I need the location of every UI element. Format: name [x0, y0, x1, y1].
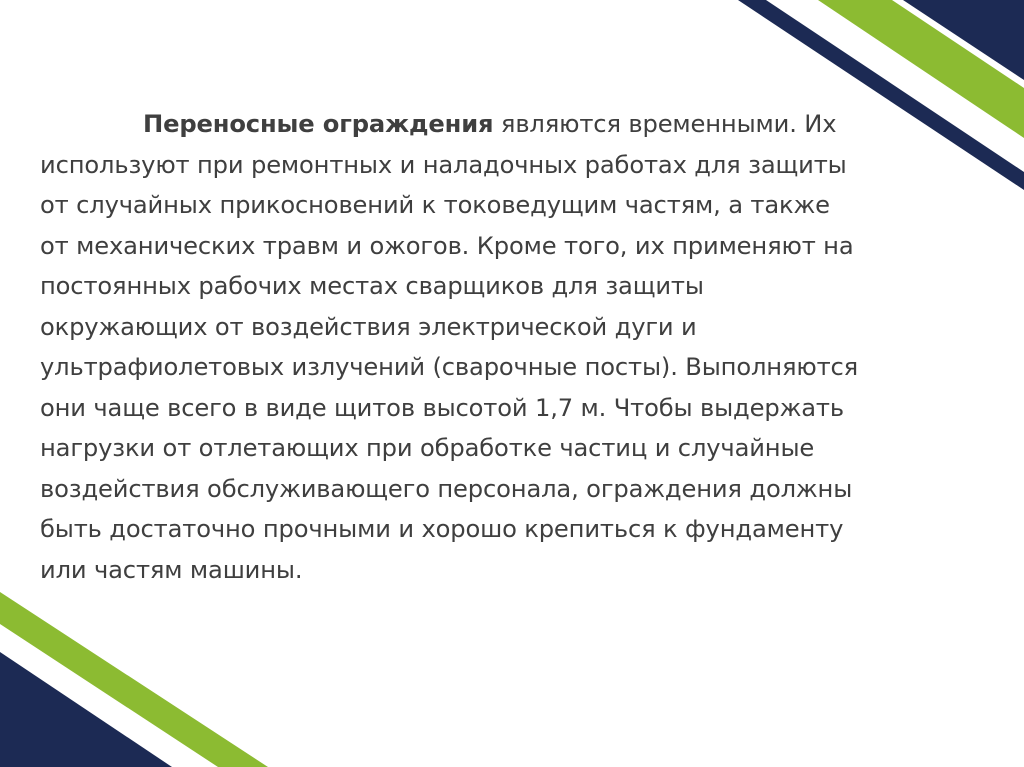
paragraph-line-7: ультрафиолетовых излучений (сварочные посты). Выполняются	[40, 353, 859, 381]
paragraph-line-2: используют при ремонтных и наладочных работах для защиты	[40, 150, 847, 179]
paragraph-line-5: постоянных рабочих местах сварщиков для защиты	[40, 272, 704, 300]
paragraph-line-10: воздействия обслуживающего персонала, ограждения должны	[40, 474, 853, 503]
paragraph-line-12: или частям машины.	[40, 555, 303, 584]
paragraph-line-6: окружающих от воздействия электрической дуги и	[40, 312, 697, 341]
paragraph-line-4: от механических травм и ожогов. Кроме того, их применяют на	[40, 231, 854, 260]
paragraph-line-1	[40, 104, 980, 145]
paragraph-line-3: от случайных прикосновений к токоведущим частям, а также	[40, 191, 830, 219]
paragraph-line-11: быть достаточно прочными и хорошо крепиться к фундаменту	[40, 515, 844, 543]
paragraph-term: Переносные ограждения	[143, 110, 494, 138]
paragraph-first-line-rest: являются временными. Их	[493, 110, 837, 138]
paragraph-line-9: нагрузки от отлетающих при обработке частиц и случайные	[40, 434, 815, 462]
body-paragraph	[40, 104, 980, 590]
paragraph-line-8: они чаще всего в виде щитов высотой 1,7 м. Чтобы выдержать	[40, 393, 844, 422]
